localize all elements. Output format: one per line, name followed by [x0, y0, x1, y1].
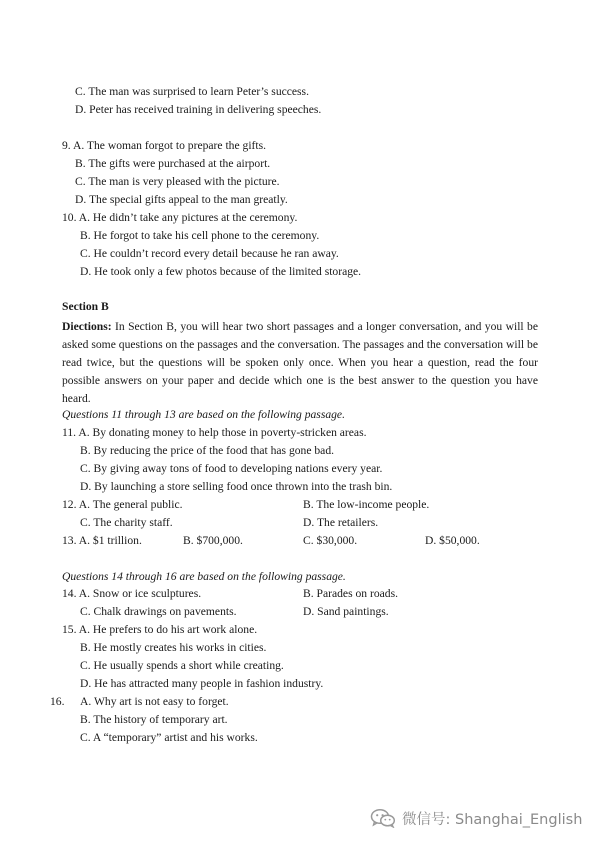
q15-option-b: B. He mostly creates his works in cities. [80, 641, 267, 654]
q10-option-c: C. He couldn’t record every detail because he ran away. [80, 247, 339, 260]
watermark-text: 微信号: Shanghai_English [402, 811, 583, 828]
directions-text: In Section B, you will hear two short passages and a longer conversation, and you will be asked some questions on the passages and the conversation. The passages and the conversation will be read twice, but the questions will be spoken only once. When you hear a question, read the four possible answers on your paper and decide which one is the best answer to the question you have heard. [62, 320, 538, 405]
q14-option-c: C. Chalk drawings on pavements. [80, 605, 237, 618]
q13-option-a: 13. A. $1 trillion. [62, 534, 142, 547]
q12-option-c: C. The charity staff. [80, 516, 173, 529]
q9-option-b: B. The gifts were purchased at the airport. [75, 157, 271, 170]
q13-option-c: C. $30,000. [303, 534, 358, 547]
q14-option-b: B. Parades on roads. [303, 587, 398, 600]
group2-heading: Questions 14 through 16 are based on the following passage. [62, 570, 346, 583]
q15-option-a: 15. A. He prefers to do his art work alone. [62, 623, 258, 636]
q9-option-c: C. The man is very pleased with the picture. [75, 175, 280, 188]
q16-option-b: B. The history of temporary art. [80, 713, 228, 726]
q12-option-b: B. The low-income people. [303, 498, 430, 511]
wechat-icon [370, 808, 396, 828]
q8-option-c: C. The man was surprised to learn Peter’s success. [75, 85, 309, 98]
q11-option-b: B. By reducing the price of the food that has gone bad. [80, 444, 335, 457]
q10-option-a: 10. A. He didn’t take any pictures at the ceremony. [62, 211, 298, 224]
q10-option-d: D. He took only a few photos because of the limited storage. [80, 265, 362, 278]
watermark [370, 808, 582, 828]
q11-option-a: 11. A. By donating money to help those in poverty-stricken areas. [62, 426, 367, 439]
q9-option-d: D. The special gifts appeal to the man greatly. [75, 193, 288, 206]
q12-option-d: D. The retailers. [303, 516, 379, 529]
q16-number: 16. [50, 695, 65, 708]
q14-option-d: D. Sand paintings. [303, 605, 389, 618]
q16-option-a: A. Why art is not easy to forget. [80, 695, 229, 708]
q13-option-b: B. $700,000. [183, 534, 243, 547]
q16-option-c: C. A “temporary” artist and his works. [80, 731, 258, 744]
q8-option-d: D. Peter has received training in delivering speeches. [75, 103, 322, 116]
q12-option-a: 12. A. The general public. [62, 498, 183, 511]
directions-label: Diections: [62, 320, 112, 333]
section-b-title: Section B [62, 300, 109, 313]
q15-option-c: C. He usually spends a short while creating. [80, 659, 284, 672]
q11-option-d: D. By launching a store selling food once thrown into the trash bin. [80, 480, 393, 493]
q15-option-d: D. He has attracted many people in fashion industry. [80, 677, 324, 690]
q11-option-c: C. By giving away tons of food to developing nations every year. [80, 462, 383, 475]
section-b-directions [62, 318, 538, 408]
q14-option-a: 14. A. Snow or ice sculptures. [62, 587, 202, 600]
q13-option-d: D. $50,000. [425, 534, 480, 547]
group1-heading: Questions 11 through 13 are based on the following passage. [62, 408, 345, 421]
q10-option-b: B. He forgot to take his cell phone to the ceremony. [80, 229, 320, 242]
q9-option-a: 9. A. The woman forgot to prepare the gifts. [62, 139, 267, 152]
